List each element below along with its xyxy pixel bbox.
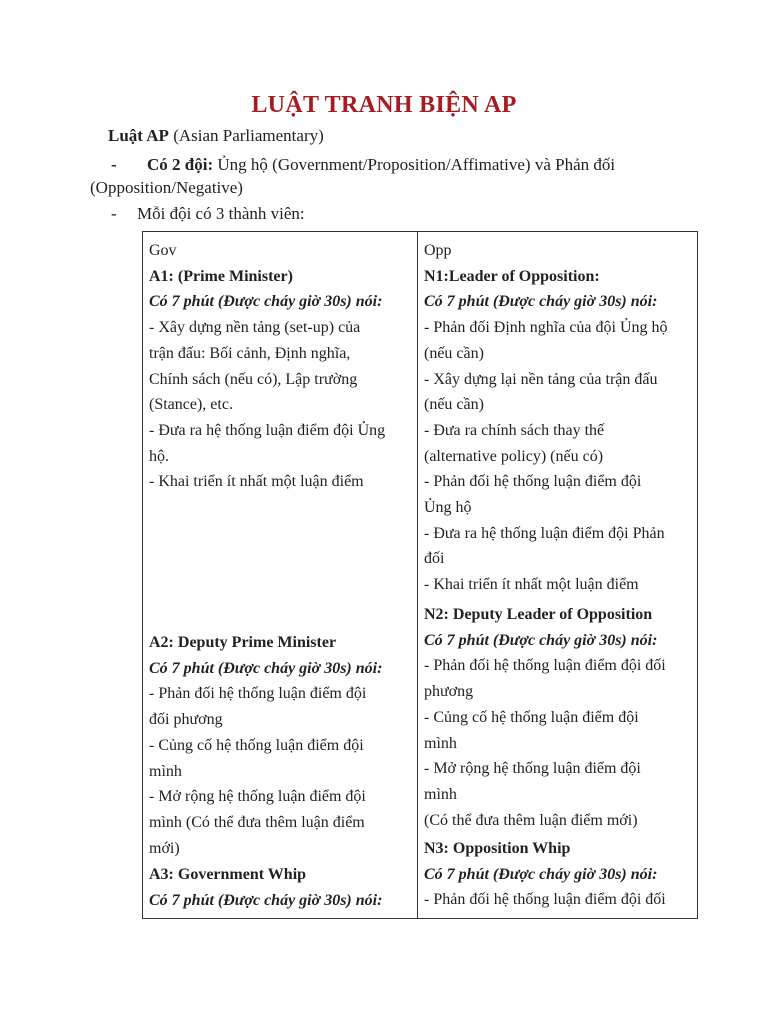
a3-role: A3: Government Whip — [149, 866, 307, 883]
a1-lines — [149, 315, 413, 495]
bullet-members-text: Mỗi đội có 3 thành viên: — [137, 204, 305, 223]
n2-time: Có 7 phút (Được cháy giờ 30s) nói: — [424, 631, 658, 649]
text-line: - Củng cố hệ thống luận điểm đội — [424, 708, 639, 726]
opp-n1-block — [424, 238, 692, 598]
n3-time: Có 7 phút (Được cháy giờ 30s) nói: — [424, 865, 658, 883]
gov-header: Gov — [149, 242, 177, 259]
text-line: Ủng hộ — [424, 499, 472, 517]
n3-role: N3: Opposition Whip — [424, 840, 571, 857]
subtitle-bold: Luật AP — [108, 126, 169, 145]
bullet-teams-label: Có 2 đội: — [147, 155, 214, 174]
n3-lines — [424, 887, 692, 913]
text-line: đối — [424, 550, 445, 568]
a2-time: Có 7 phút (Được cháy giờ 30s) nói: — [149, 659, 383, 677]
text-line: - Xây dựng nền tảng (set-up) của — [149, 319, 361, 337]
text-line: mình — [424, 785, 457, 803]
text-line: (alternative policy) (nếu có) — [424, 447, 604, 465]
gov-a3-block — [149, 862, 413, 913]
n1-lines — [424, 315, 692, 598]
a1-role: A1: (Prime Minister) — [149, 267, 293, 285]
text-line: - Khai triển ít nhất một luận điểm — [424, 576, 639, 594]
document-title: LUẬT TRANH BIỆN AP — [251, 92, 517, 118]
n1-role: N1:Leader of Opposition: — [424, 267, 600, 285]
subtitle-rest: (Asian Parliamentary) — [168, 126, 324, 145]
text-line: (Có thể đưa thêm luận điểm mới) — [424, 811, 638, 829]
column-divider — [417, 232, 418, 918]
n1-time: Có 7 phút (Được cháy giờ 30s) nói: — [424, 293, 658, 311]
a3-time: Có 7 phút (Được cháy giờ 30s) nói: — [149, 891, 383, 909]
text-line: - Củng cố hệ thống luận điểm đội — [149, 736, 364, 754]
a2-lines — [149, 681, 413, 861]
text-line: mình — [149, 762, 182, 780]
gov-a1-block — [149, 238, 413, 495]
opp-header: Opp — [424, 242, 452, 259]
bullet-teams-text: Ủng hộ (Government/Proposition/Affimative) và Phản đối — [213, 155, 616, 174]
text-line: - Khai triển ít nhất một luận điểm — [149, 473, 364, 491]
text-line: - Phản đối hệ thống luận điểm đội đối — [424, 891, 666, 909]
text-line: - Xây dựng lại nền tảng của trận đấu — [424, 370, 658, 388]
text-line: mình — [424, 734, 457, 752]
text-line: trận đấu: Bối cảnh, Định nghĩa, — [149, 344, 351, 362]
n2-lines — [424, 653, 692, 833]
opp-n3-block — [424, 836, 692, 913]
text-line: (nếu cần) — [424, 344, 484, 362]
text-line: (Stance), etc. — [149, 396, 233, 414]
gov-a2-block — [149, 630, 413, 861]
text-line: hộ. — [149, 447, 169, 465]
bullet-dash: - — [111, 155, 117, 174]
text-line: - Đưa ra hệ thống luận điểm đội Phản — [424, 524, 665, 542]
a2-role: A2: Deputy Prime Minister — [149, 634, 337, 651]
text-line: đối phương — [149, 711, 223, 729]
text-line: Chính sách (nếu có), Lập trường — [149, 370, 358, 388]
text-line: mình (Có thể đưa thêm luận điểm — [149, 813, 365, 831]
text-line: - Đưa ra chính sách thay thế — [424, 421, 605, 439]
bullet-members — [111, 204, 305, 224]
text-line: - Mở rộng hệ thống luận điểm đội — [424, 760, 641, 778]
opp-n2-block — [424, 602, 692, 833]
text-line: (nếu cần) — [424, 396, 484, 414]
bullet-dash: - — [111, 204, 117, 223]
bullet-teams-continuation: (Opposition/Negative) — [90, 178, 243, 197]
text-line: - Phản đối hệ thống luận điểm đội — [424, 473, 642, 491]
text-line: - Đưa ra hệ thống luận điểm đội Ủng — [149, 421, 386, 439]
a1-time: Có 7 phút (Được cháy giờ 30s) nói: — [149, 293, 383, 311]
text-line: phương — [424, 683, 474, 701]
text-line: - Phản đối Định nghĩa của đội Ủng hộ — [424, 319, 668, 337]
roles-table — [142, 231, 698, 919]
bullet-teams — [95, 152, 675, 178]
text-line: - Phản đối hệ thống luận điểm đội đối — [424, 657, 666, 675]
n2-role: N2: Deputy Leader of Opposition — [424, 606, 653, 623]
subtitle — [108, 126, 324, 146]
text-line: - Mở rộng hệ thống luận điểm đội — [149, 788, 366, 806]
text-line: - Phản đối hệ thống luận điểm đội — [149, 685, 367, 703]
text-line: mới) — [149, 839, 180, 857]
